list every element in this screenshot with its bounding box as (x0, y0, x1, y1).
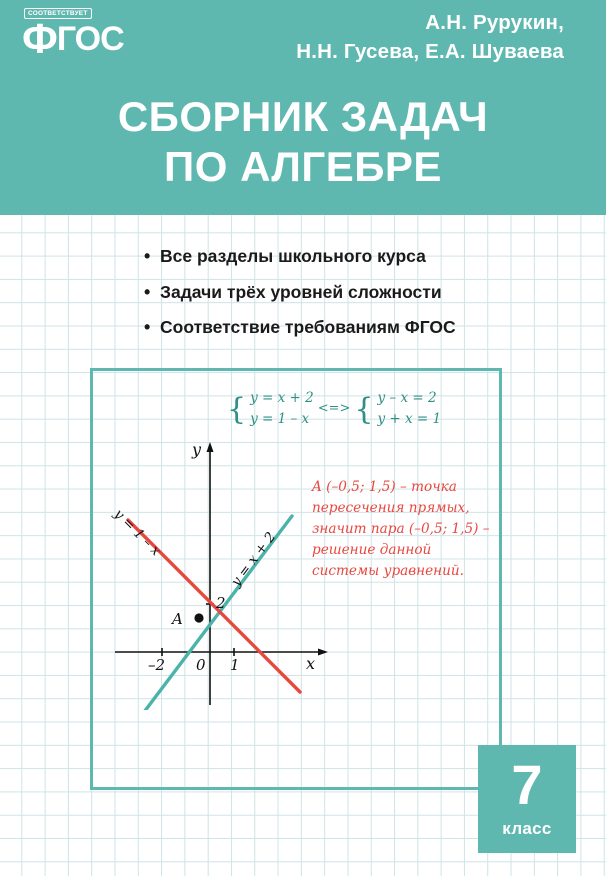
feature-item: • Соответствие требованиям ФГОС (160, 319, 456, 337)
fgos-letters-gos: ГОС (56, 20, 124, 58)
origin-label: 0 (196, 656, 206, 674)
line-label-y-equals-1-minus-x: y = 1 – x (110, 506, 164, 560)
axis-label-x: x (306, 654, 316, 673)
author-line-1: А.Н. Рурукин, (425, 11, 564, 34)
feature-item: • Задачи трёх уровней сложности (160, 284, 456, 302)
fgos-letter-f: Ф (22, 15, 57, 62)
book-title-line-2: ПО АЛГЕБРЕ (164, 142, 442, 190)
equivalence-operator: <=> (317, 400, 351, 416)
y-tick-label-2: 2 (216, 594, 226, 612)
axes (115, 442, 328, 705)
system-left-equation-1: y = x + 2 (250, 390, 314, 406)
authors-block (296, 8, 564, 66)
line-label-y-equals-x-plus-2: y = x + 2 (228, 529, 280, 590)
book-title-line-1: СБОРНИК ЗАДАЧ (117, 93, 489, 140)
feature-item: • Все разделы школьного курса (160, 248, 456, 266)
feature-list (160, 248, 456, 355)
grade-number: 7 (511, 753, 543, 816)
left-brace: { (227, 391, 247, 427)
system-right-equation-1: y – x = 2 (377, 390, 437, 406)
axis-label-y: y (192, 440, 202, 459)
point-label-a: A (172, 610, 183, 628)
intersection-point (194, 613, 203, 622)
fgos-badge-main-text (22, 15, 124, 62)
right-brace: { (354, 391, 374, 427)
system-right-equation-2: y + x = 1 (377, 410, 442, 427)
x-tick-label-minus-2: –2 (148, 656, 166, 674)
grade-label: класс (502, 819, 552, 838)
grade-badge (478, 745, 576, 853)
explanation-text: A (–0,5; 1,5) – точка пересечения прямых, значит пара (–0,5; 1,5) – решение данной системы уравнений. (312, 479, 490, 579)
coordinate-plot (110, 440, 330, 710)
x-tick-label-1: 1 (230, 656, 240, 674)
fgos-badge (22, 8, 122, 64)
book-title (0, 92, 606, 191)
system-left-equation-2: y = 1 – x (250, 410, 310, 427)
author-line-2: Н.Н. Гусева, Е.А. Шуваева (296, 40, 564, 64)
fgos-badge-top-text: СООТВЕТСТВУЕТ (24, 8, 92, 19)
equation-system (225, 388, 443, 430)
